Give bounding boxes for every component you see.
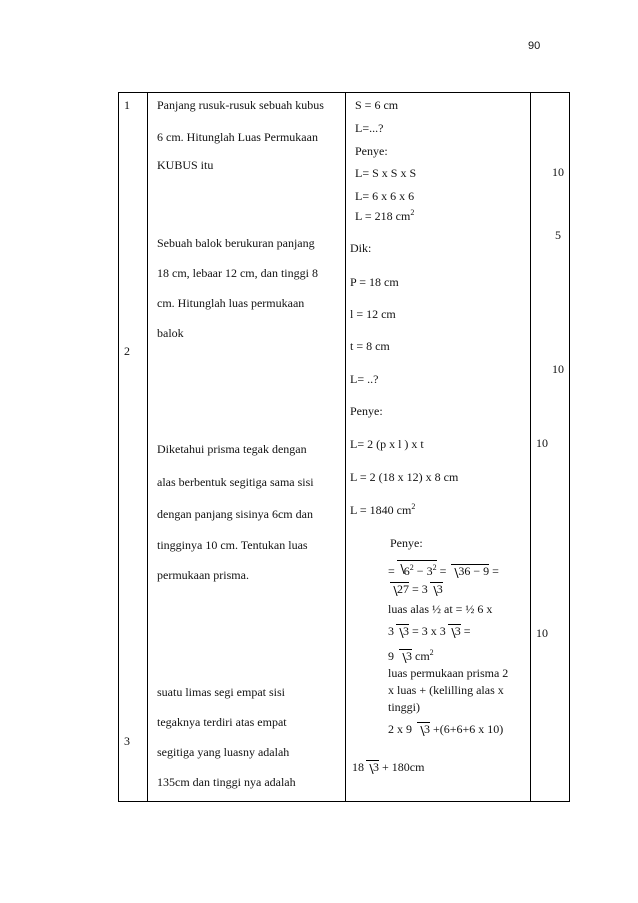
answer-line: l = 12 cm [350, 307, 396, 321]
question-line: 18 cm, lebaar 12 cm, dan tinggi 8 [157, 266, 318, 280]
sqrt-symbol: 3 [366, 760, 379, 774]
question-line: segitiga yang luasny adalah [157, 745, 290, 759]
score: 10 [536, 436, 548, 450]
question-line: tegaknya terdiri atas empat [157, 715, 287, 729]
answer-line: L = 2 (18 x 12) x 8 cm [350, 470, 459, 484]
question-line: Sebuah balok berukuran panjang [157, 236, 315, 250]
math-line: 18 3 + 180cm [352, 760, 425, 774]
sqrt-symbol: 3 [417, 722, 430, 736]
question-line: Diketahui prisma tegak dengan [157, 442, 307, 456]
answer-line: L=...? [355, 121, 384, 135]
answer-line: Dik: [350, 241, 372, 255]
sqrt-symbol: 36 − 9 [451, 564, 489, 578]
question-line: dengan panjang sisinya 6cm dan [157, 507, 313, 521]
answer-line: L= 6 x 6 x 6 [355, 189, 415, 203]
score: 10 [536, 626, 548, 640]
score: 5 [555, 228, 561, 242]
answer-line: L= 2 (p x l ) x t [350, 437, 424, 451]
answer-line: x luas + (kelilling alas x [388, 683, 504, 697]
answer-line: L= S x S x S [355, 166, 417, 180]
answer-line: L = 218 $cm^2$ [355, 208, 415, 223]
question-line: KUBUS itu [157, 158, 214, 172]
math-line: 3 3 = 3 x 3 3 = [388, 624, 471, 638]
answer-line: L = 1840 $cm^2$ [350, 502, 416, 517]
math-line: 9 3 $cm^2$ [388, 648, 434, 663]
question-line: Panjang rusuk-rusuk sebuah kubus [157, 98, 324, 112]
sqrt-symbol: 3 [399, 649, 412, 663]
answer-line: L= ..? [350, 372, 379, 386]
answer-line: Penye: [355, 144, 388, 158]
answer-line: luas alas ½ at = ½ 6 x [388, 602, 493, 616]
answer-line: tinggi) [388, 700, 420, 714]
question-line: alas berbentuk segitiga sama sisi [157, 475, 314, 489]
sqrt-symbol: $6^2 - 3^2$ [397, 560, 437, 578]
row-number-1: 1 [124, 98, 130, 112]
page-number: 90 [528, 40, 541, 52]
question-line: cm. Hitunglah luas permukaan [157, 296, 305, 310]
question-line: tingginya 10 cm. Tentukan luas [157, 538, 308, 552]
row-number-2: 2 [124, 344, 130, 358]
row-number-3: 3 [124, 734, 130, 748]
score: 10 [552, 165, 564, 179]
math-line: = $6^2 - 3^2 = 36 - 9$ = [388, 560, 499, 579]
answer-line: t = 8 cm [350, 339, 390, 353]
sqrt-symbol: 3 [430, 582, 443, 596]
answer-line: Penye: [350, 404, 383, 418]
question-line: suatu limas segi empat sisi [157, 685, 285, 699]
math-line: 2 x 9 3 +(6+6+6 x 10) [388, 722, 504, 736]
column-divider [345, 93, 346, 801]
question-line: permukaan prisma. [157, 568, 249, 582]
answer-line: S = 6 cm [355, 98, 399, 112]
column-divider [530, 93, 531, 801]
sqrt-symbol: 3 [396, 624, 409, 638]
question-line: balok [157, 326, 184, 340]
answer-line: Penye: [390, 536, 423, 550]
column-divider [147, 93, 148, 801]
score: 10 [552, 362, 564, 376]
sqrt-symbol: 3 [448, 624, 461, 638]
answer-line: luas permukaan prisma 2 [388, 666, 509, 680]
answer-line: P = 18 cm [350, 275, 399, 289]
math-line: 27 = 3 3 [388, 582, 443, 597]
question-line: 135cm dan tinggi nya adalah [157, 775, 296, 789]
sqrt-symbol: 27 [390, 582, 409, 596]
question-line: 6 cm. Hitunglah Luas Permukaan [157, 130, 318, 144]
